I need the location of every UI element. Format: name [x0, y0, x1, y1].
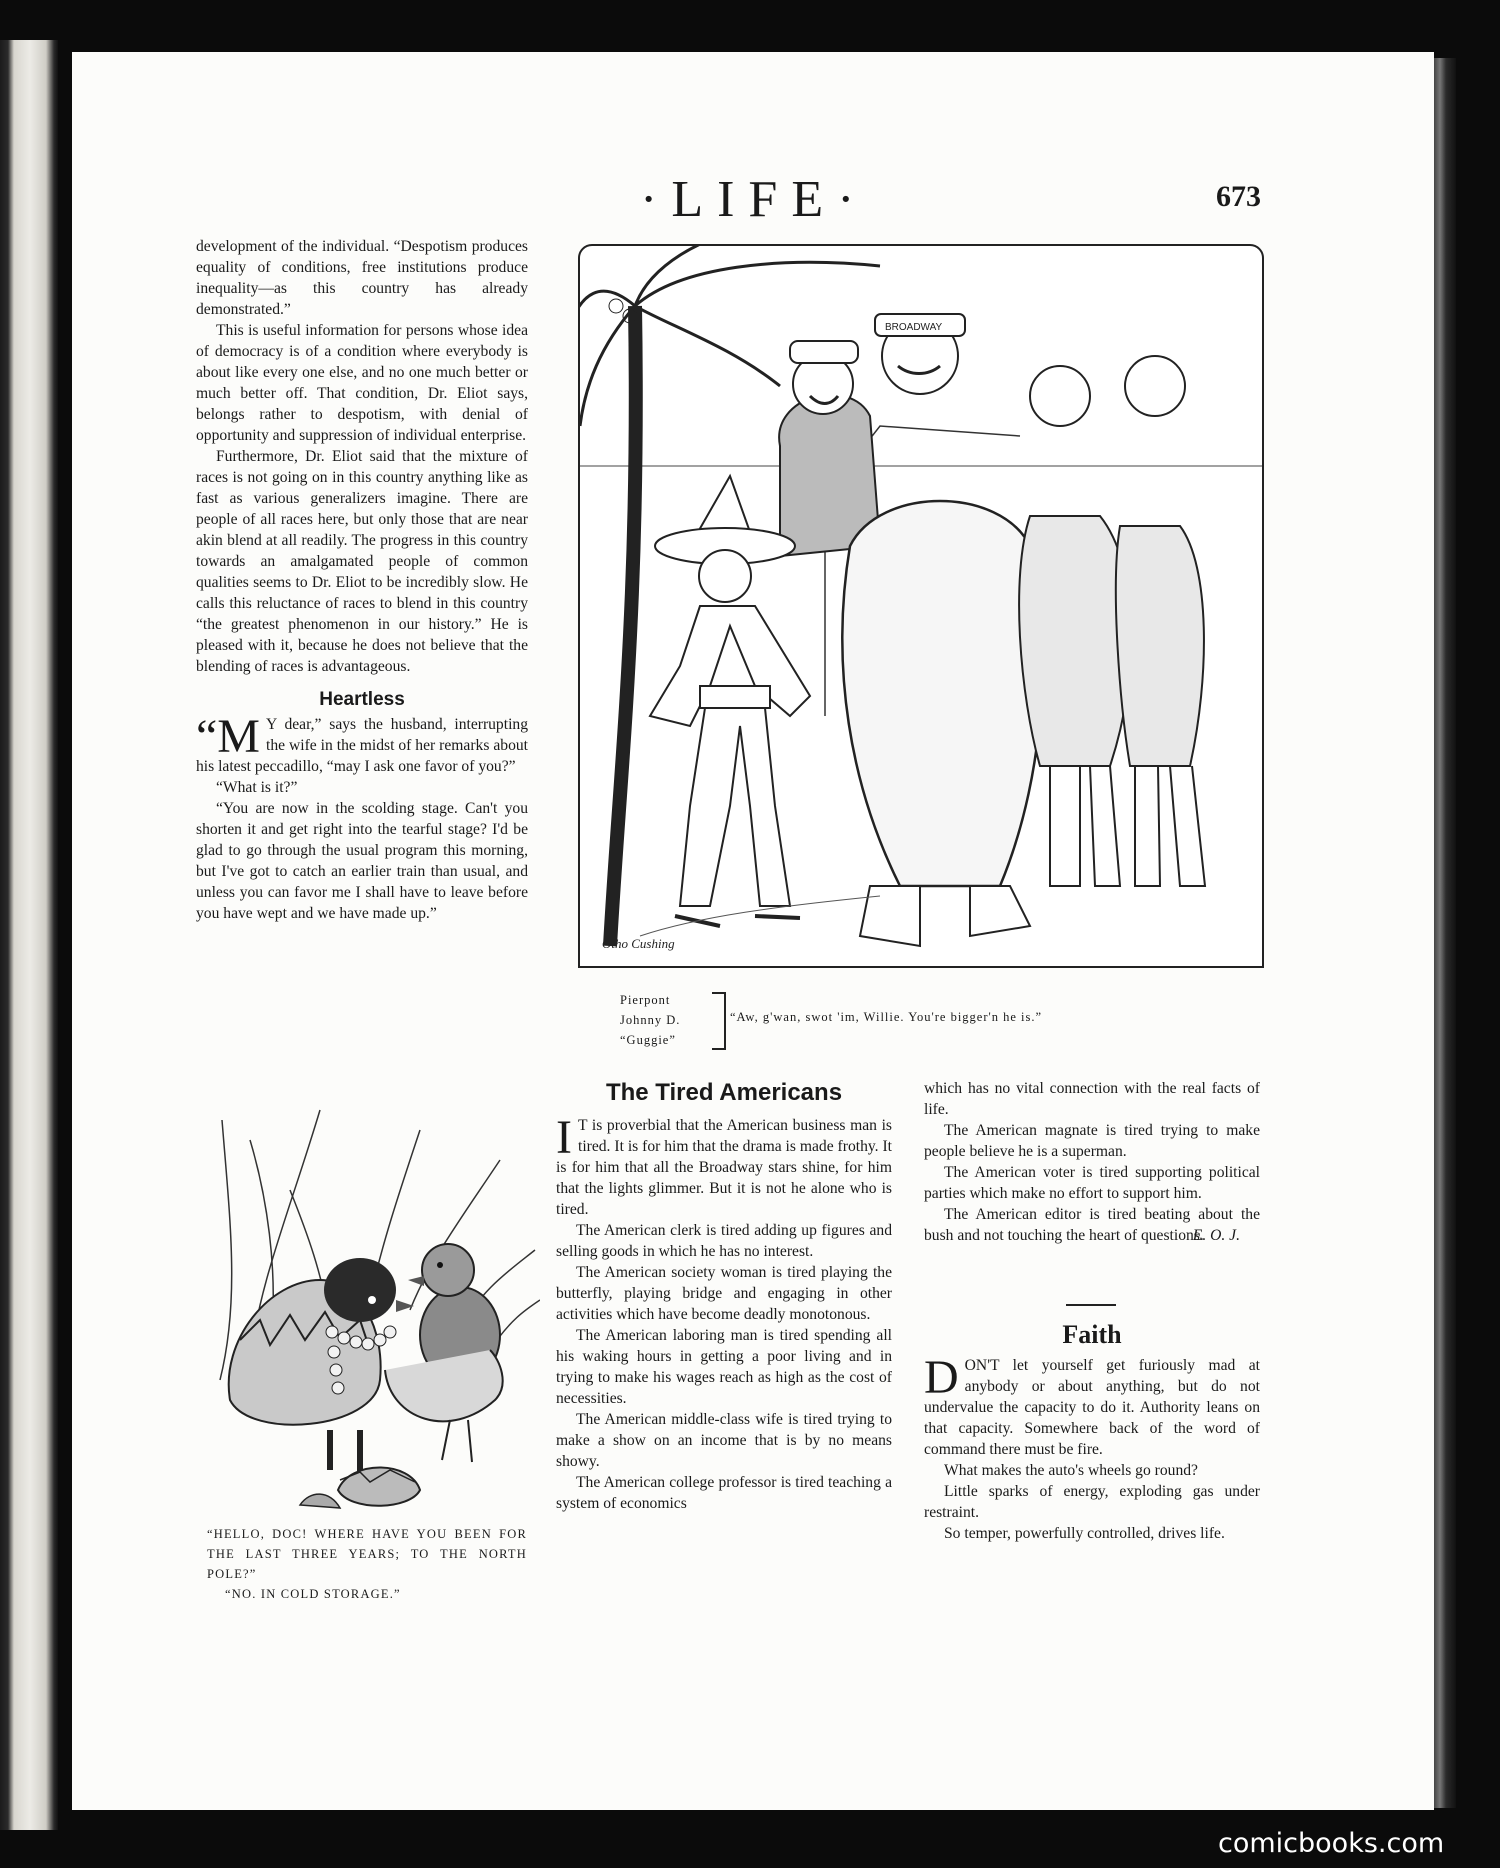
- lead-text: T is proverbial that the American business man is tired. It is for him that the drama is made frothy. It is for him that all the Broadway stars shine, for him that the lights glimmer. But it is not he alone who is tired.: [556, 1117, 892, 1218]
- right-column: [924, 1078, 1260, 1246]
- left-column: [196, 236, 528, 924]
- page-number: 673: [1216, 180, 1261, 213]
- paragraph: The American magnate is tired trying to make people believe he is a superman.: [924, 1122, 1260, 1160]
- hatching-chicks-drawing: [210, 1100, 540, 1520]
- paragraph: development of the individual. “Despotism produces equality of conditions, free institutions produce inequality—as this country has already demonstrated.”: [196, 238, 528, 318]
- paragraph: This is useful information for persons whose idea of democracy is of a condition where everybody is about like every one else, and no one much better or much better off. That condition, Dr. Eliot says, belongs rather to despotism, with denial of opportunity and suppression of individual enterprise.: [196, 322, 528, 444]
- paragraph: The American laboring man is tired spending all his waking hours in getting a poor living and in trying to make his wages reach as high as the cost of necessities.: [556, 1327, 892, 1407]
- cartoon-caption: [620, 990, 1260, 1050]
- book-spine: [0, 40, 58, 1830]
- faith-column: [924, 1320, 1260, 1544]
- caption-quote: “Aw, g'wan, swot 'im, Willie. You're bigger'n he is.”: [730, 1010, 1043, 1024]
- lead-text: Y dear,” says the husband, interrupting the wife in the midst of her remarks about his latest peccadillo, “may I ask one favor of you?”: [196, 716, 528, 775]
- hat-band-text: BROADWAY: [885, 322, 943, 333]
- section-divider: [1066, 1304, 1116, 1306]
- paragraph: The American clerk is tired adding up figures and selling goods in which he has no interest.: [556, 1222, 892, 1260]
- drop-cap: D: [924, 1351, 959, 1404]
- caption-line: “HELLO, DOC! WHERE HAVE YOU BEEN FOR THE LAST THREE YEARS; TO THE NORTH POLE?”: [207, 1527, 527, 1581]
- heartless-lead: [196, 710, 528, 777]
- caption-bracket: [712, 992, 726, 1050]
- paragraph: The American college professor is tired teaching a system of economics: [556, 1474, 892, 1512]
- cartoon-illustration: [578, 244, 1264, 968]
- heartless-heading: Heartless: [319, 689, 405, 710]
- lead-text: ON'T let yourself get furiously mad at anybody or about anything, but do not undervalue the capacity to do it. Authority leans on that capacity. Somewhere back of the word of command there must be fire.: [924, 1357, 1260, 1458]
- chick-illustration: [210, 1100, 540, 1520]
- page-edge: [1434, 58, 1456, 1808]
- tired-americans-heading: The Tired Americans: [605, 1079, 843, 1106]
- caption-line: “NO. IN COLD STORAGE.”: [225, 1587, 401, 1601]
- tired-americans-lead: [556, 1111, 892, 1220]
- paragraph: “What is it?”: [216, 779, 298, 796]
- paragraph: “You are now in the scolding stage. Can't you shorten it and get right into the tearful stage? I'd be glad to go through the usual program this morning, but I've got to catch an earlier train than usual, and unless you can favor me I shall have to leave before you have wept and we have made up.”: [196, 800, 528, 922]
- drop-cap: I: [556, 1111, 572, 1164]
- paragraph: So temper, powerfully controlled, drives life.: [944, 1525, 1225, 1542]
- faith-heading: Faith: [1062, 1320, 1122, 1349]
- author-initials: E. O. J.: [1192, 1227, 1240, 1244]
- chick-caption: [207, 1524, 527, 1604]
- paragraph: Furthermore, Dr. Eliot said that the mixture of races is not going on in this country anything like as fast as various generalizers imagine. There are people of all races here, but only those that are near akin blend at all readily. The progress in this country towards an amalgamated people of common qualities seems to Dr. Eliot to be incredibly slow. He calls this reluctance of races to blend in this country “the greatest phenomenon in our history.” He is pleased with it, because he does not believe that the blending of races is advantageous.: [196, 448, 528, 675]
- paragraph: The American middle-class wife is tired trying to make a show on an income that is by no means showy.: [556, 1411, 892, 1470]
- faith-lead: [924, 1351, 1260, 1460]
- paragraph: which has no vital connection with the real facts of life.: [924, 1080, 1260, 1118]
- caption-name: “Guggie”: [620, 1033, 676, 1047]
- artist-signature: Otho Cushing: [602, 936, 675, 951]
- site-watermark: comicbooks.com: [1218, 1828, 1445, 1859]
- paragraph: The American editor is tired beating about the bush and not touching the heart of questions.: [924, 1206, 1260, 1244]
- paragraph: The American society woman is tired playing the butterfly, playing bridge and engaging in other activities which have become deadly monotonous.: [556, 1264, 892, 1323]
- caption-names: [620, 990, 708, 1050]
- sailors-cartoon-drawing: [580, 246, 1262, 966]
- caption-name: Pierpont: [620, 993, 671, 1007]
- drop-cap: “M: [196, 710, 260, 763]
- paragraph: Little sparks of energy, exploding gas under restraint.: [924, 1483, 1260, 1521]
- masthead-title: ·LIFE·: [640, 171, 869, 228]
- paragraph: The American voter is tired supporting political parties which make no effort to support him.: [924, 1164, 1260, 1202]
- tired-americans-column: [556, 1079, 892, 1514]
- caption-name: Johnny D.: [620, 1013, 681, 1027]
- paragraph: What makes the auto's wheels go round?: [944, 1462, 1198, 1479]
